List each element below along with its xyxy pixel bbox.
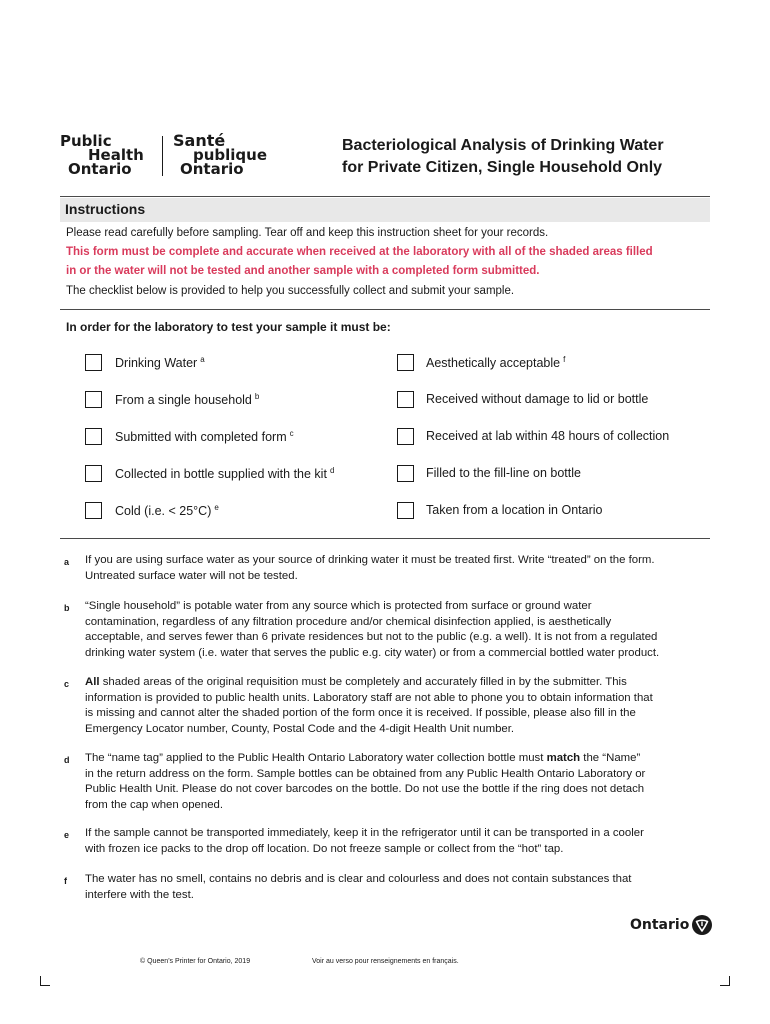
checklist-label-fill-line: Filled to the fill-line on bottle bbox=[426, 466, 581, 480]
logo-fr-line-2: publique bbox=[193, 146, 268, 164]
footnote-ref: b bbox=[254, 392, 260, 401]
footnote-c-first-line bbox=[85, 675, 715, 691]
footnote-c-first-rest: shaded areas of the original requisition must be completely and accurately filled in by the submitter. This bbox=[99, 676, 627, 688]
french-notice: Voir au verso pour renseignements en français. bbox=[312, 958, 459, 965]
instructions-heading-bar bbox=[60, 198, 710, 222]
checklist-label-completed-form bbox=[115, 429, 294, 444]
footnote-a-line: Untreated surface water will not be tested. bbox=[85, 569, 298, 582]
label-text: Cold (i.e. < 25°C) bbox=[115, 504, 212, 518]
copyright-notice: © Queen’s Printer for Ontario, 2019 bbox=[140, 958, 251, 965]
logo-divider bbox=[162, 136, 163, 176]
requirements-heading: In order for the laboratory to test your sample it must be: bbox=[66, 320, 391, 334]
checkbox-drinking-water[interactable] bbox=[85, 354, 102, 371]
footnote-b-line: contamination, regardless of any filtration procedure and/or chemical disinfection applied, is aesthetically bbox=[85, 615, 612, 628]
footnote-ref: a bbox=[200, 355, 205, 364]
header-rule bbox=[60, 196, 710, 197]
footnote-b bbox=[85, 599, 715, 661]
checkbox-single-household[interactable] bbox=[85, 391, 102, 408]
checklist-label-no-damage: Received without damage to lid or bottle bbox=[426, 392, 649, 406]
checklist-label-drinking-water bbox=[115, 355, 205, 370]
footnote-b-line: “Single household” is potable water from any source which is protected from surface or ground water bbox=[85, 600, 592, 612]
instructions-heading: Instructions bbox=[65, 201, 146, 217]
footnote-d-line: Public Health Unit. Please do not cover barcodes on the bottle. Do not use the bottle if the ring does not detach bbox=[85, 783, 645, 795]
checklist-label-bottle-supplied bbox=[115, 466, 334, 481]
label-text: Collected in bottle supplied with the kit bbox=[115, 467, 327, 481]
footnote-f-line: The water has no smell, contains no debris and is clear and colourless and does not contain substances that bbox=[85, 873, 632, 885]
logo-fr-line-1: Santé bbox=[173, 131, 226, 150]
footnote-f bbox=[85, 872, 715, 903]
checkbox-within-48-hours[interactable] bbox=[397, 428, 414, 445]
footnote-ref: f bbox=[563, 355, 566, 364]
footnote-d-line: from the cap when opened. bbox=[85, 798, 224, 811]
checklist-label-within-48-hours: Received at lab within 48 hours of collection bbox=[426, 429, 670, 443]
footnote-letter-f: f bbox=[64, 876, 67, 886]
footnote-c bbox=[85, 675, 715, 737]
logo-fr-line-3: Ontario bbox=[180, 160, 244, 178]
checklist-label-cold bbox=[115, 503, 219, 518]
footnote-e bbox=[85, 826, 715, 857]
footnote-c-line: Emergency Locator number, County, Postal Code and the 4-digit Health Unit number. bbox=[85, 722, 515, 735]
footnote-letter-a: a bbox=[64, 557, 70, 567]
crop-mark-right bbox=[720, 976, 730, 986]
instructions-line-1: Please read carefully before sampling. Tear off and keep this instruction sheet for your records. bbox=[66, 227, 549, 239]
instructions-line-2: The checklist below is provided to help you successfully collect and submit your sample. bbox=[66, 285, 515, 297]
title-line-1: Bacteriological Analysis of Drinking Water bbox=[342, 137, 664, 154]
footnote-ref: d bbox=[329, 466, 335, 475]
footnote-a bbox=[85, 553, 715, 584]
ontario-logo bbox=[630, 914, 712, 936]
logo-en-line-1: Public bbox=[60, 132, 112, 150]
footnote-letter-d: d bbox=[64, 755, 70, 765]
checkbox-fill-line[interactable] bbox=[397, 465, 414, 482]
checkbox-aesthetically-acceptable[interactable] bbox=[397, 354, 414, 371]
checklist-label-single-household bbox=[115, 392, 259, 407]
footnote-c-line: information is provided to public health units. Laboratory staff are not able to phone you to obtain information that bbox=[85, 691, 653, 704]
checkbox-completed-form[interactable] bbox=[85, 428, 102, 445]
title-line-2: for Private Citizen, Single Household Only bbox=[342, 159, 663, 176]
document-title bbox=[342, 135, 722, 179]
footnote-e-line: If the sample cannot be transported immediately, keep it in the refrigerator until it can be transported in a cooler bbox=[85, 827, 644, 839]
footnote-b-line: drinking water system (i.e. water that serves the public e.g. city water) or from a commercial bottled water product. bbox=[85, 646, 660, 659]
footnote-d-first-line bbox=[85, 751, 715, 767]
footnote-a-line: If you are using surface water as your source of drinking water it must be treated first. Write “treated” on the form. bbox=[85, 554, 655, 566]
footnote-letter-b: b bbox=[64, 603, 70, 613]
instructions-warning-1: This form must be complete and accurate when received at the laboratory with all of the shaded areas filled bbox=[66, 246, 653, 258]
footnote-d-line: in the return address on the form. Sample bottles can be obtained from any Public Health Ontario Laboratory or bbox=[85, 767, 646, 780]
footnote-c-line: is missing and cannot alter the shaded portion of the form once it is received. If possible, please also fill in the bbox=[85, 707, 636, 719]
footnote-d bbox=[85, 751, 715, 813]
label-text: From a single household bbox=[115, 393, 252, 407]
footnote-ref: e bbox=[214, 503, 219, 512]
footnote-e-line: with frozen ice packs to the drop off location. Do not freeze sample or collect from the “hot” tap. bbox=[85, 842, 564, 855]
checkbox-cold[interactable] bbox=[85, 502, 102, 519]
footnote-d-post: the “Name” bbox=[580, 752, 641, 764]
trillium-icon bbox=[692, 915, 712, 935]
logo-french bbox=[173, 131, 268, 178]
footnote-ref: c bbox=[289, 429, 294, 438]
instructions-warning-2: in or the water will not be tested and another sample with a completed form submitted. bbox=[66, 265, 540, 277]
public-health-ontario-logo bbox=[60, 131, 280, 180]
checklist-rule bbox=[60, 538, 710, 539]
footnote-letter-c: c bbox=[64, 679, 70, 689]
label-text: Aesthetically acceptable bbox=[426, 356, 561, 370]
logo-english bbox=[60, 134, 144, 176]
emphasis-all: All bbox=[85, 676, 100, 688]
checkbox-bottle-supplied[interactable] bbox=[85, 465, 102, 482]
emphasis-match: match bbox=[546, 752, 581, 764]
crop-mark-left bbox=[40, 976, 50, 986]
footnote-letter-e: e bbox=[64, 830, 70, 840]
checklist-label-aesthetically-acceptable bbox=[426, 355, 565, 370]
footnote-b-line: acceptable, and serves fewer than 6 private residences but not to the public (e.g. a well). It is not from a regulated bbox=[85, 631, 658, 643]
instructions-rule bbox=[60, 309, 710, 310]
footnote-f-line: interfere with the test. bbox=[85, 888, 194, 901]
checkbox-ontario-location[interactable] bbox=[397, 502, 414, 519]
checklist-label-ontario-location: Taken from a location in Ontario bbox=[426, 503, 603, 517]
label-text: Submitted with completed form bbox=[115, 430, 287, 444]
footnote-d-pre: The “name tag” applied to the Public Health Ontario Laboratory water collection bottle must bbox=[85, 752, 547, 764]
label-text: Drinking Water bbox=[115, 356, 198, 370]
ontario-wordmark: Ontario bbox=[630, 917, 690, 933]
checkbox-no-damage[interactable] bbox=[397, 391, 414, 408]
logo-en-line-3: Ontario bbox=[68, 160, 132, 178]
logo-en-line-2: Health bbox=[88, 146, 144, 164]
